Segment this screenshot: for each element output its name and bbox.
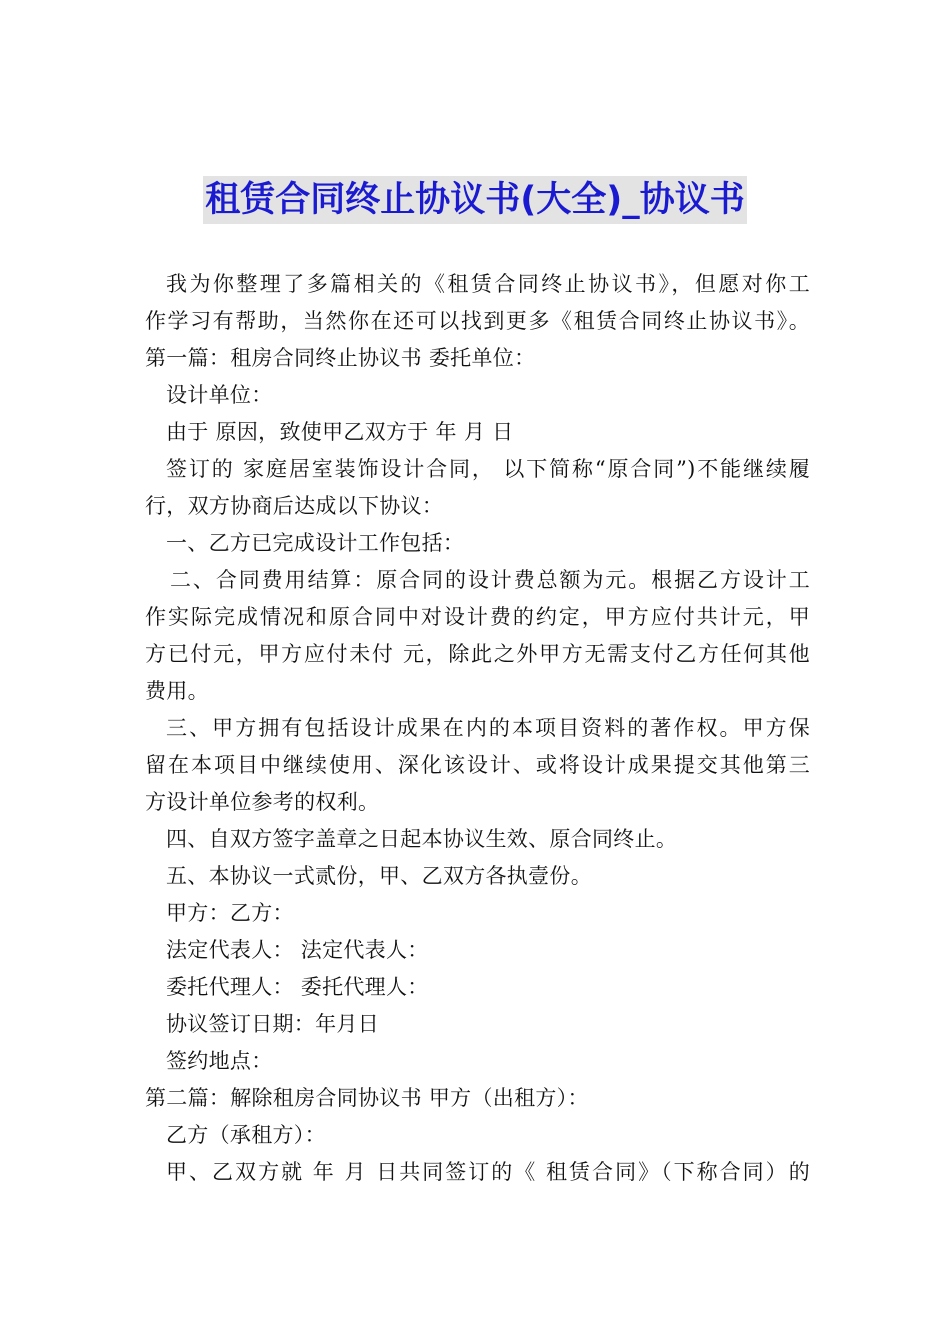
paragraph-line: 乙方（承租方）： [166,1123,326,1147]
signature-line: 委托代理人： 委托代理人： [166,975,429,999]
paragraph-line: 设计单位： [166,383,273,407]
paragraph-line: 五、本协议一式贰份，甲、乙双方各执壹份。 [166,864,592,888]
paragraph-line: 四、自双方签字盖章之日起本协议生效、原合同终止。 [166,827,678,851]
paragraph-line: 甲、乙双方就 年 月 日共同签订的《 租赁合同》（下称合同）的 [166,1160,810,1184]
signature-line: 法定代表人： 法定代表人： [166,938,429,962]
paragraph-line: 签订的 家庭居室装饰设计合同， 以下简称“原合同”)不能继续履 [166,457,810,481]
paragraph-line: 作实际完成情况和原合同中对设计费的约定，甲方应付共计元，甲 [145,605,810,629]
paragraph-line: 方设计单位参考的权利。 [145,790,380,814]
paragraph-line: 方已付元，甲方应付未付 元，除此之外甲方无需支付乙方任何其他 [145,642,810,666]
paragraph-line: 留在本项目中继续使用、深化该设计、或将设计成果提交其他第三 [145,753,810,777]
paragraph-line: 二、合同费用结算：原合同的设计费总额为元。根据乙方设计工 [170,568,810,592]
paragraph-line: 一、乙方已完成设计工作包括： [166,531,465,555]
paragraph-line: 行，双方协商后达成以下协议： [145,494,444,518]
document-title: 租赁合同终止协议书(大全)_协议书 [203,176,747,224]
signature-line: 协议签订日期：年月日 [166,1012,379,1036]
section-heading-line: 第二篇：解除租房合同协议书 甲方（出租方）： [145,1086,589,1110]
paragraph-line: 由于 原因，致使甲乙双方于 年 月 日 [166,420,514,444]
paragraph-line: 三、甲方拥有包括设计成果在内的本项目资料的著作权。甲方保 [166,716,810,740]
paragraph-line: 我为你整理了多篇相关的《租赁合同终止协议书》，但愿对你工 [166,272,810,296]
signature-line: 甲方：乙方： [166,901,294,925]
paragraph-line: 作学习有帮助，当然你在还可以找到更多《租赁合同终止协议书》。 [145,309,810,333]
paragraph-line: 费用。 [145,679,209,703]
document-body [145,266,810,1191]
signature-line: 签约地点： [166,1049,273,1073]
section-heading-line: 第一篇：租房合同终止协议书 委托单位： [145,346,536,370]
title-container [0,176,950,224]
